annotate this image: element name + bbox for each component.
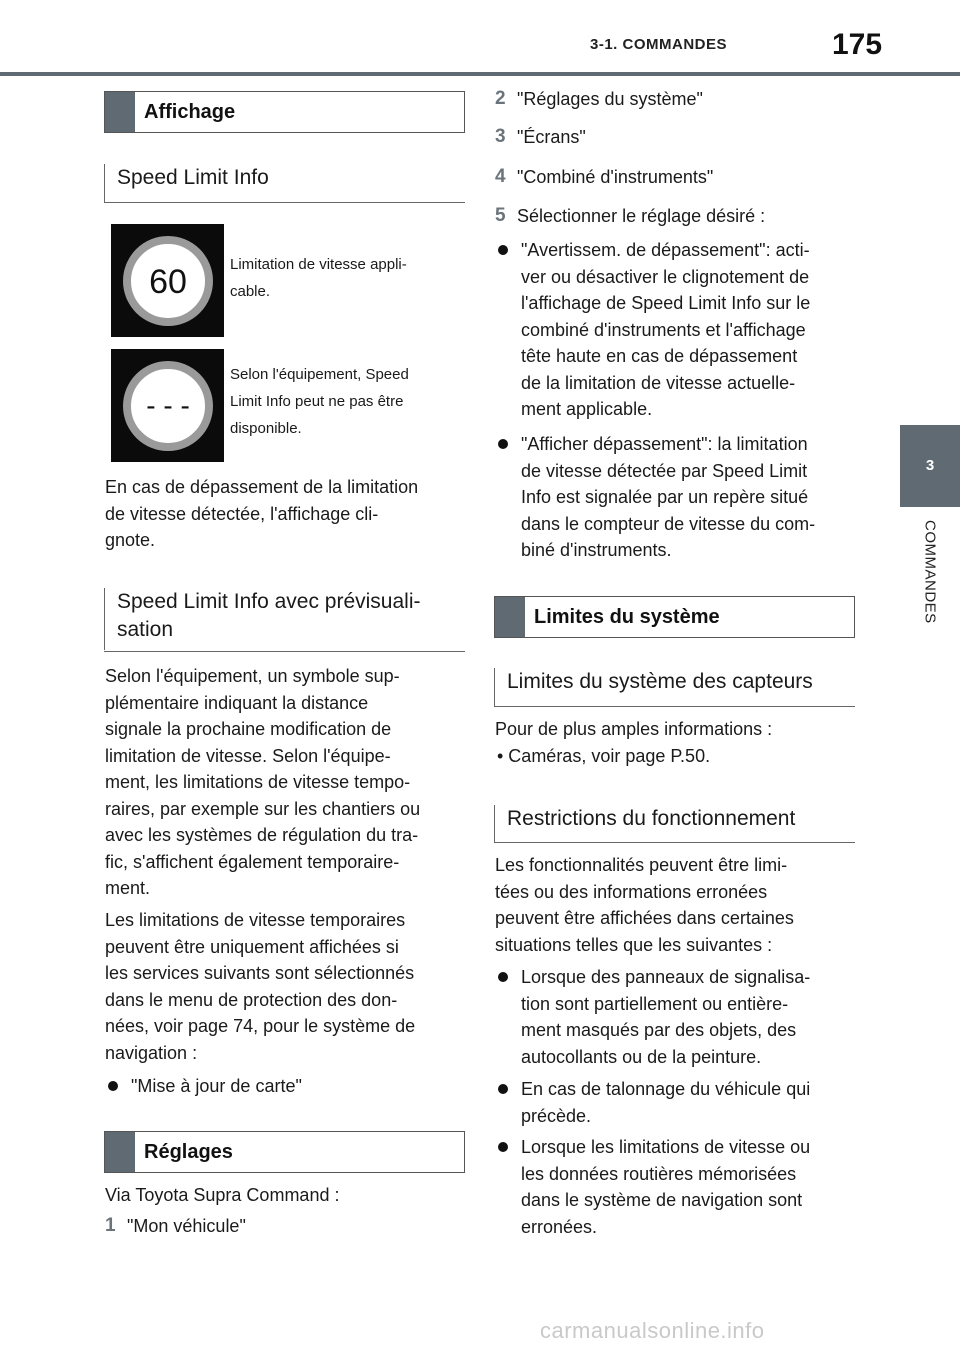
list-item: En cas de talonnage du véhicule qui précède. — [495, 1076, 855, 1129]
section-box-limites — [494, 596, 855, 638]
subheading-rule — [104, 202, 465, 203]
section-box-bar — [105, 92, 135, 132]
sign2-caption: Selon l'équipement, Speed Limit Info peut ne pas être disponible. — [230, 366, 409, 437]
sign-value-dashes: - - - — [146, 390, 190, 421]
watermark: carmanualsonline.info — [540, 1318, 765, 1343]
subheading-sensor-limits: Limites du système des capteurs — [494, 668, 813, 706]
step-5: 5 Sélectionner le réglage désiré : — [495, 205, 766, 226]
cameras-reference: • Caméras, voir page P.50. — [497, 746, 711, 766]
list-item: "Avertissem. de dépassement": acti- ver ou désactiver le clignotement de l'affichage de Speed Limit Info sur le combiné d'instruments et l'affichage tête haute en cas de dépassement de la limitation de vitesse actuelle- ment applicable. — [495, 237, 855, 423]
step-1: 1 "Mon véhicule" — [105, 1215, 246, 1236]
sign1-caption: Limitation de vitesse appli- cable. — [230, 256, 407, 300]
list-item: "Mise à jour de carte" — [105, 1073, 465, 1100]
subheading-preview: Speed Limit Info avec prévisuali- sation — [104, 588, 421, 650]
paragraph-preview: Selon l'équipement, un symbole sup- plémentaire indiquant la distance signale la prochaine modification de limitation de vitesse. Selon l'équipe- ment, les limitations de vitesse tempo- raires, par exemple sur les chantiers ou avec les systèmes de régulation du tra- fic, s'affichent également temporaire- ment. — [105, 666, 421, 898]
speed-limit-sign-60-image — [111, 224, 224, 337]
section-box-title: Affichage — [144, 100, 236, 123]
bullet-icon — [495, 237, 521, 423]
header-rule — [0, 72, 960, 76]
sign-value-60: 60 — [149, 263, 187, 301]
list-item: "Afficher dépassement": la limitation de vitesse détectée par Speed Limit Info est signalée par un repère situé dans le compteur de vitesse du com- biné d'instruments. — [495, 431, 855, 564]
section-box-title: Réglages — [144, 1140, 233, 1163]
subheading-rule — [104, 651, 465, 652]
page-number: 175 — [832, 28, 883, 61]
section-box-reglages — [104, 1131, 465, 1173]
paragraph-restrictions: Les fonctionnalités peuvent être limi- tées ou des informations erronées peuvent être affichées dans certaines situations telles que les suivantes : — [495, 855, 794, 955]
section-box-affichage — [104, 91, 465, 133]
speed-limit-sign-unavailable-image — [111, 349, 224, 462]
subheading-speed-limit-info: Speed Limit Info — [104, 164, 269, 202]
subheading-restrictions: Restrictions du fonctionnement — [494, 805, 795, 843]
step-2: 2 "Réglages du système" — [495, 88, 703, 109]
paragraph-blinking: En cas de dépassement de la limitation de vitesse détectée, l'affichage cli- gnote. — [105, 477, 419, 550]
bullet-icon — [495, 1134, 521, 1240]
step-4: 4 "Combiné d'instruments" — [495, 166, 714, 187]
step-3: 3 "Écrans" — [495, 126, 586, 147]
section-box-bar — [105, 1132, 135, 1172]
chapter-side-label: COMMANDES — [921, 520, 939, 624]
bullet-icon — [105, 1073, 131, 1100]
section-box-bar — [495, 597, 525, 637]
section-box-title: Limites du système — [534, 605, 720, 628]
bullet-icon — [495, 431, 521, 564]
paragraph-temporary-limits: Les limitations de vitesse temporaires peuvent être uniquement affichées si les services suivants sont sélectionnés dans le menu de protection des don- nées, voir page 74, pour le système de navigation : — [105, 910, 416, 1063]
bullet-icon — [495, 1076, 521, 1129]
list-item: Lorsque des panneaux de signalisa- tion sont partiellement ou entière- ment masqués par des objets, des autocollants ou de la peinture. — [495, 964, 855, 1070]
chapter-tab: 3 — [900, 425, 960, 507]
section-title: 3-1. COMMANDES — [590, 36, 728, 53]
subheading-rule — [494, 842, 855, 843]
paragraph-via: Via Toyota Supra Command : — [105, 1185, 340, 1205]
list-item: Lorsque les limitations de vitesse ou les données routières mémorisées dans le système de navigation sont erronées. — [495, 1134, 855, 1240]
subheading-rule — [494, 706, 855, 707]
paragraph-more-info: Pour de plus amples informations : — [495, 719, 773, 739]
bullet-icon — [495, 964, 521, 1070]
